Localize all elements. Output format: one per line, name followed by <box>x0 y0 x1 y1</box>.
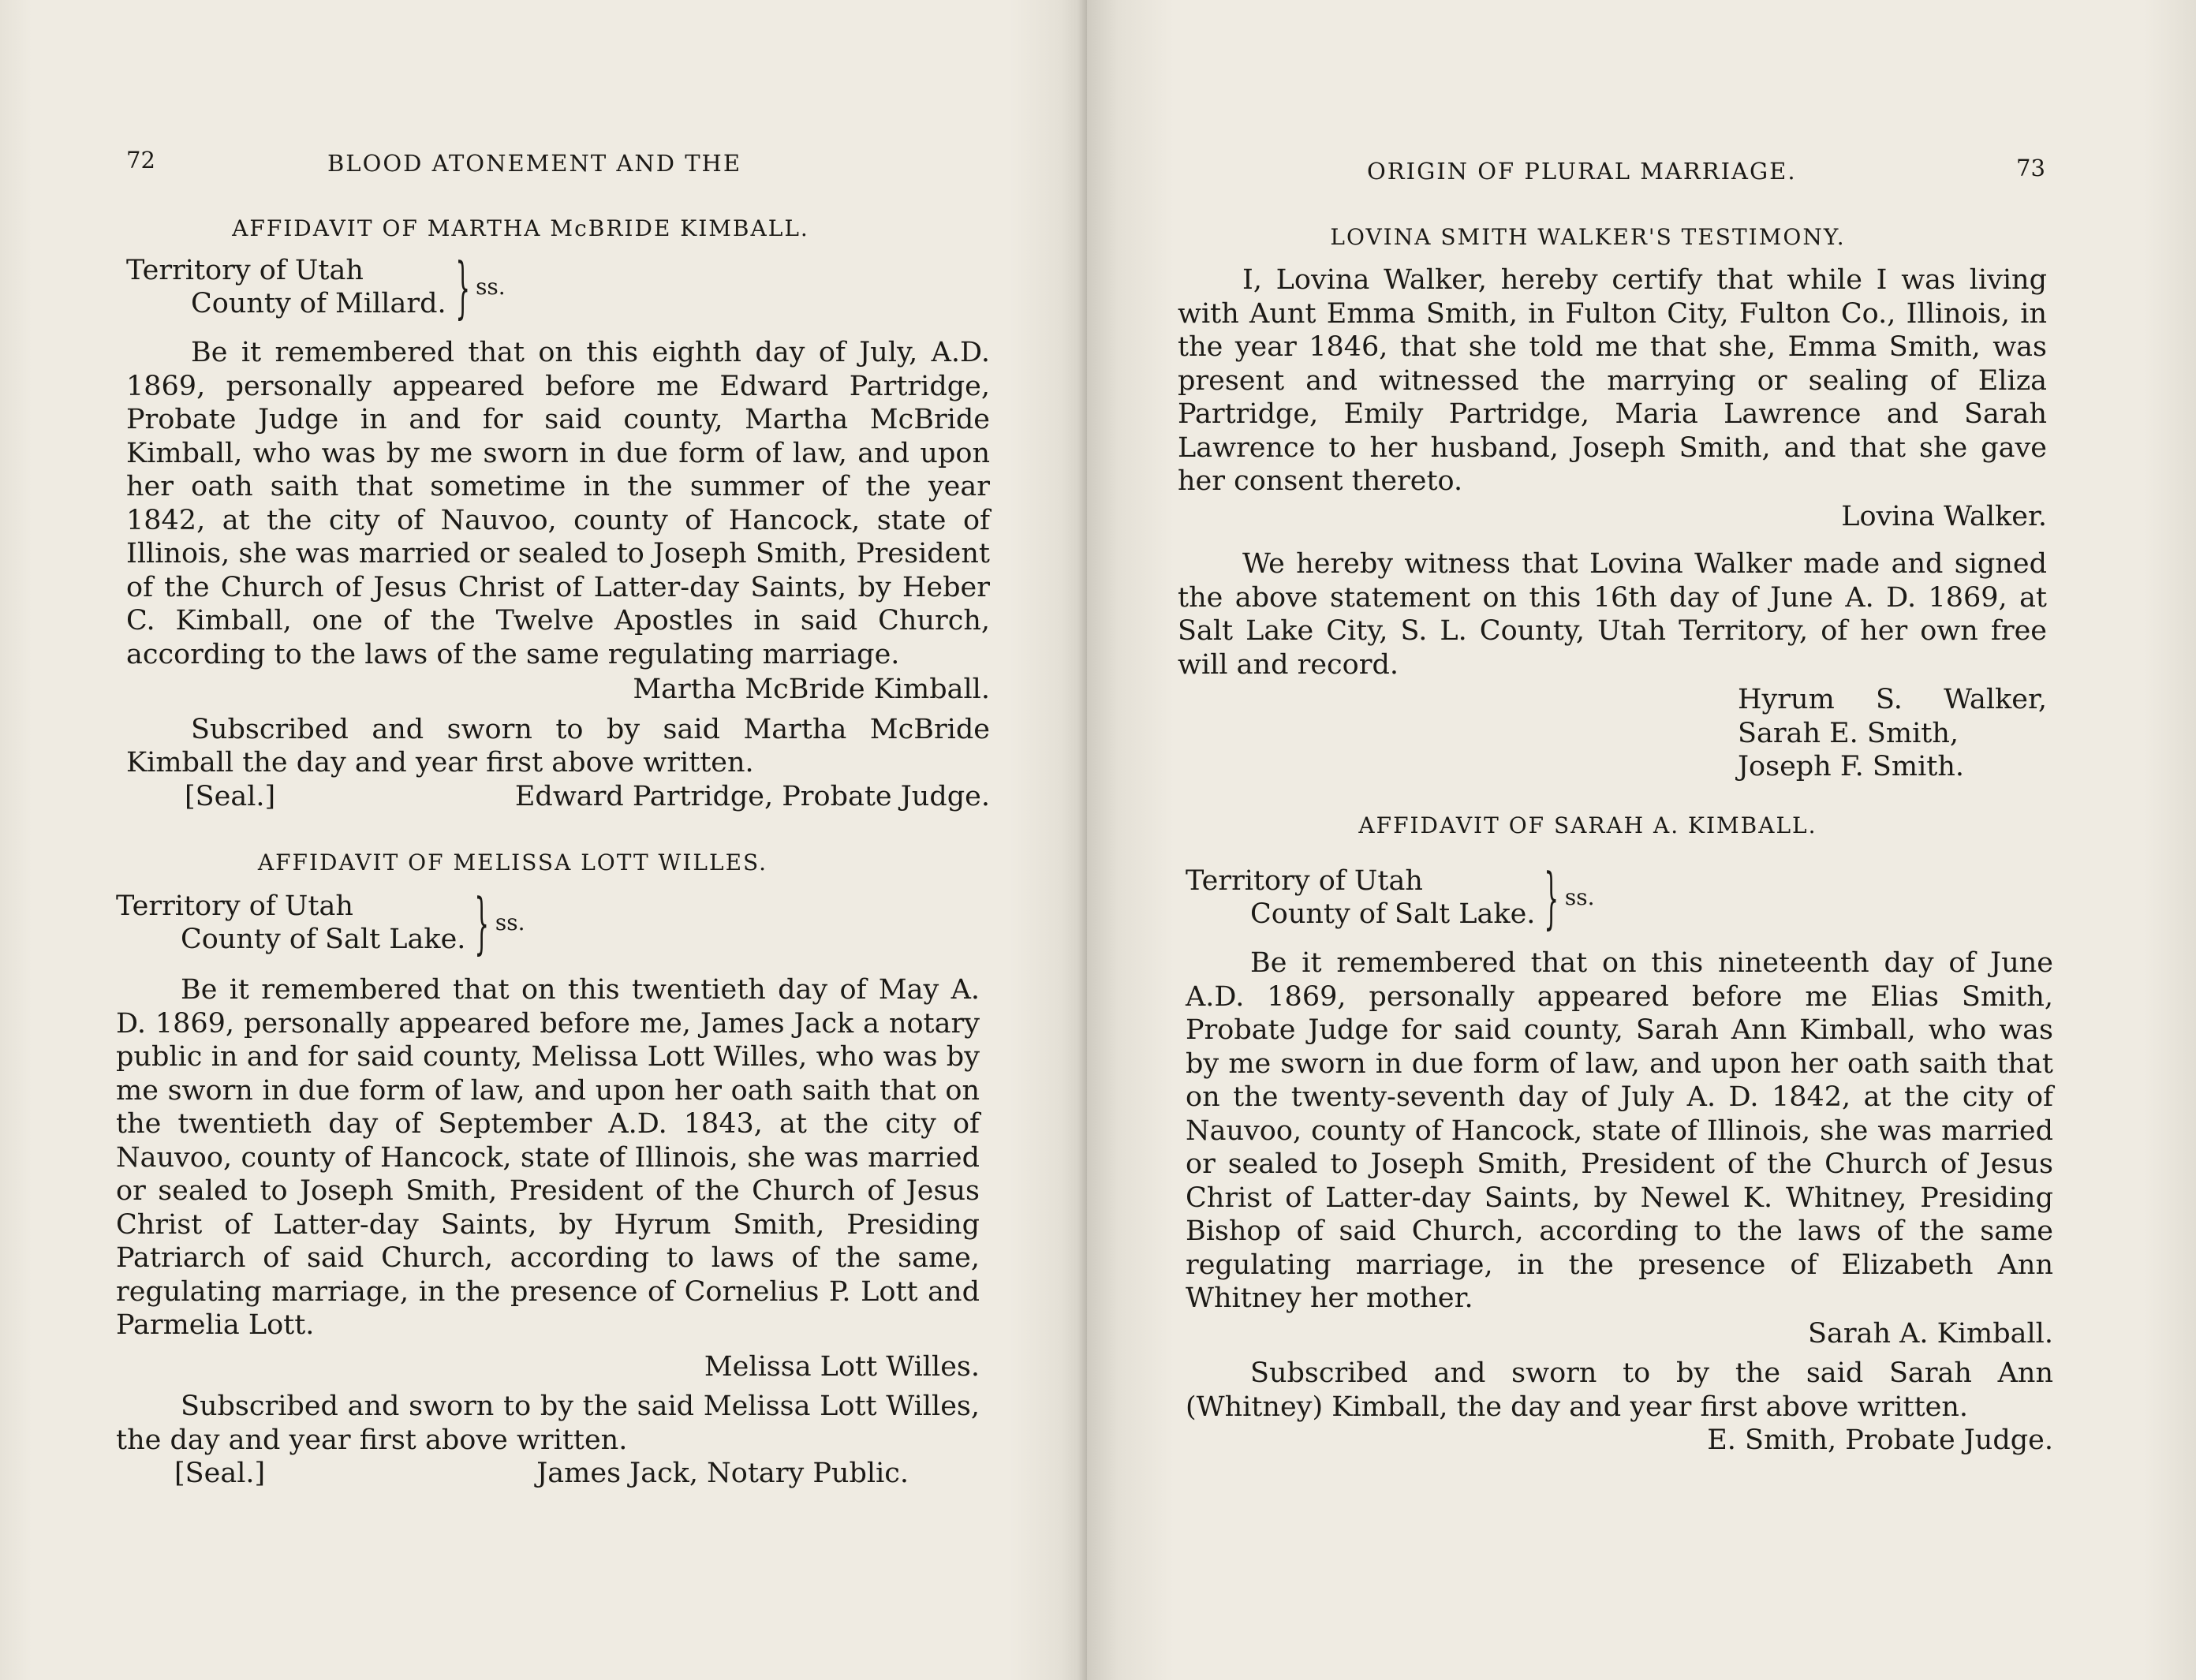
witness-name: Sarah E. Smith, <box>1738 717 1959 749</box>
running-head: ORIGIN OF PLURAL MARRIAGE. <box>1367 158 1797 185</box>
seal-line <box>126 780 990 814</box>
witness-name: Joseph F. Smith. <box>1738 751 1965 782</box>
signature: Melissa Lott Willes. <box>704 1350 980 1383</box>
venue-county: County of Millard. <box>191 288 446 319</box>
affidavit-melissa-willes <box>116 884 980 1491</box>
affidavit-body: Be it remembered that on this nineteenth day of June A.D. 1869, personally appeared before me Elias Smith, Probate Judge for said county, Sarah Ann Kimball, who was by me sworn in due form of law, and upon her oath saith that on the twenty-seventh day of July A. D. 1842, at the city of Nauvoo, county of Hancock, state of Illinois, she was married or sealed to Joseph Smith, President of the Church of Jesus Christ of Latter-day Saints, by Newel K. Whitney, Presiding Bishop of said Church, according to the laws of the same regulating marriage, in the presence of Elizabeth Ann Whitney her mother. <box>1186 947 2053 1314</box>
venue-block <box>116 884 980 961</box>
official-signature: James Jack, Notary Public. <box>536 1458 909 1489</box>
signature: Sarah A. Kimball. <box>1808 1317 2053 1350</box>
seal-line <box>116 1457 980 1491</box>
brace-symbol: } <box>474 884 490 961</box>
venue-territory: Territory of Utah <box>116 890 353 922</box>
venue-ss: ss. <box>495 909 525 935</box>
page-number: 73 <box>2016 155 2045 181</box>
signature: Martha McBride Kimball. <box>633 674 990 705</box>
seal: [Seal.] <box>174 1458 266 1489</box>
signature: Lovina Walker. <box>1841 500 2047 532</box>
venue-territory: Territory of Utah <box>1186 865 1423 897</box>
venue-block <box>126 248 990 326</box>
venue-ss: ss. <box>1564 884 1595 910</box>
brace-symbol: } <box>454 248 470 326</box>
official-signature: Edward Partridge, Probate Judge. <box>514 780 990 812</box>
testimony-heading: LOVINA SMITH WALKER'S TESTIMONY. <box>1330 224 1846 250</box>
affidavit-heading: AFFIDAVIT OF SARAH A. KIMBALL. <box>1358 812 1817 838</box>
venue-county: County of Salt Lake. <box>181 924 466 955</box>
left-page <box>0 0 1087 1680</box>
affidavit-heading: AFFIDAVIT OF MARTHA McBRIDE KIMBALL. <box>232 215 809 241</box>
subscribed-statement: Subscribed and sworn to by the said Melissa Lott Willes, the day and year first above written. <box>116 1391 980 1456</box>
subscribed-statement: Subscribed and sworn to by the said Sarah Ann (Whitney) Kimball, the day and year first above written. <box>1186 1357 2053 1423</box>
witness-statement: We hereby witness that Lovina Walker made and signed the above statement on this 16th day of June A. D. 1869, at Salt Lake City, S. L. County, Utah Territory, of her own free will and record. <box>1178 548 2047 681</box>
venue-ss: ss. <box>476 274 506 300</box>
venue-block <box>1186 859 2053 936</box>
affidavit-heading: AFFIDAVIT OF MELISSA LOTT WILLES. <box>257 849 768 875</box>
right-page <box>1087 0 2196 1680</box>
running-head: BLOOD ATONEMENT AND THE <box>327 150 741 177</box>
witness-name: Hyrum S. Walker, <box>1738 684 2047 715</box>
lovina-walker-testimony <box>1178 263 2047 784</box>
seal: [Seal.] <box>185 780 276 812</box>
subscribed-statement: Subscribed and sworn to by said Martha McBride Kimball the day and year first above written. <box>126 713 990 778</box>
official-signature: E. Smith, Probate Judge. <box>1707 1424 2053 1456</box>
affidavit-martha-kimball <box>126 248 990 813</box>
page-number: 72 <box>126 147 155 174</box>
venue-county: County of Salt Lake. <box>1250 898 1536 930</box>
venue-territory: Territory of Utah <box>126 255 364 286</box>
brace-symbol: } <box>1544 859 1559 936</box>
affidavit-body: Be it remembered that on this eighth day of July, A.D. 1869, personally appeared before me Edward Partridge, Probate Judge in and for said county, Martha McBride Kimball, who was by me sworn in due form of law, and upon her oath saith that sometime in the summer of the year 1842, at the city of Nauvoo, county of Hancock, state of Illinois, she was married or sealed to Joseph Smith, President of the Church of Jesus Christ of Latter-day Saints, by Heber C. Kimball, one of the Twelve Apostles in said Church, according to the laws of the same regulating marriage. <box>126 337 990 670</box>
testimony-body: I, Lovina Walker, hereby certify that while I was living with Aunt Emma Smith, in Fulton City, Fulton Co., Illinois, in the year 1846, that she told me that she, Emma Smith, was present and witnessed the marrying or sealing of Eliza Partridge, Emily Partridge, Maria Lawrence and Sarah Lawrence to her husband, Joseph Smith, and that she gave her consent thereto. <box>1178 264 2047 497</box>
affidavit-body: Be it remembered that on this twentieth day of May A. D. 1869, personally appeared before me, James Jack a notary public in and for said county, Melissa Lott Willes, who was by me sworn in due form of law, and upon her oath saith that on the twentieth day of September A.D. 1843, at the city of Nauvoo, county of Hancock, state of Illinois, she was married or sealed to Joseph Smith, President of the Church of Jesus Christ of Latter-day Saints, by Hyrum Smith, Presiding Patriarch of said Church, according to laws of the same, regulating marriage, in the presence of Cornelius P. Lott and Parmelia Lott. <box>116 974 980 1341</box>
witness-list <box>1178 683 2047 784</box>
affidavit-sarah-kimball <box>1186 859 2053 1458</box>
